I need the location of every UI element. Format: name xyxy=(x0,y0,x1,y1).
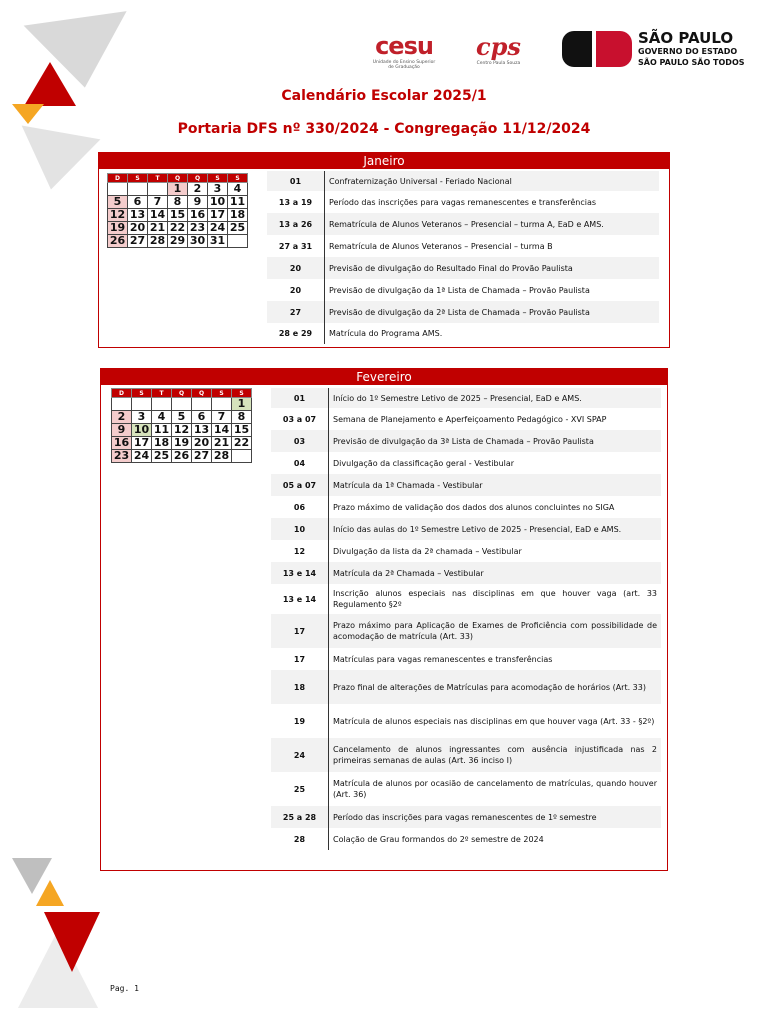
calendar-day: 24 xyxy=(132,450,152,463)
event-description: Confraternização Universal - Feriado Nacional xyxy=(329,176,512,186)
event-description: Matrícula da 1ª Chamada - Vestibular xyxy=(333,480,483,490)
calendar-day xyxy=(192,398,212,411)
calendar-day xyxy=(152,398,172,411)
calendar-day: 11 xyxy=(152,424,172,437)
event-row xyxy=(271,614,661,648)
event-date: 17 xyxy=(271,614,329,648)
event-row xyxy=(271,670,661,704)
calendar-day: 13 xyxy=(128,209,148,222)
event-row xyxy=(271,772,661,806)
decorative-triangle xyxy=(36,880,64,906)
calendar-day: 26 xyxy=(108,235,128,248)
event-description: Inscrição alunos especiais nas disciplinas em que houver vaga (art. 33 Regulamento §2º xyxy=(333,589,657,609)
weekday-header: S xyxy=(212,389,232,398)
calendar-day: 30 xyxy=(188,235,208,248)
event-row xyxy=(271,828,661,850)
calendar-day: 16 xyxy=(188,209,208,222)
calendar-day: 3 xyxy=(208,183,228,196)
event-description: Rematrícula de Alunos Veteranos – Presencial – turma B xyxy=(329,241,553,251)
event-description: Matrícula da 2ª Chamada – Vestibular xyxy=(333,568,484,578)
event-description: Previsão de divulgação da 2ª Lista de Chamada – Provão Paulista xyxy=(329,307,590,317)
calendar-day: 12 xyxy=(172,424,192,437)
weekday-header: Q xyxy=(168,174,188,183)
calendar-day: 25 xyxy=(152,450,172,463)
page-number: Pag. 1 xyxy=(110,984,139,993)
event-description: Previsão de divulgação do Resultado Final do Provão Paulista xyxy=(329,263,573,273)
sp-emblem-icon xyxy=(562,31,632,67)
weekday-header: S xyxy=(128,174,148,183)
calendar-day: 16 xyxy=(112,437,132,450)
calendar-day: 22 xyxy=(168,222,188,235)
calendar-day: 7 xyxy=(212,411,232,424)
event-row xyxy=(271,430,661,452)
event-date: 13 e 14 xyxy=(271,584,329,614)
calendar-day: 20 xyxy=(128,222,148,235)
event-row xyxy=(267,191,659,213)
calendar-day: 2 xyxy=(112,411,132,424)
month-janeiro xyxy=(98,152,670,348)
calendar-day: 14 xyxy=(212,424,232,437)
sp-government-logo xyxy=(562,30,745,68)
weekday-header: S xyxy=(132,389,152,398)
weekday-header: D xyxy=(108,174,128,183)
event-description: Divulgação da lista da 2ª chamada – Vestibular xyxy=(333,546,522,556)
event-date: 13 a 19 xyxy=(267,191,325,213)
event-date: 24 xyxy=(271,738,329,772)
calendar-day: 18 xyxy=(152,437,172,450)
calendar-day: 17 xyxy=(132,437,152,450)
calendar-day: 8 xyxy=(168,196,188,209)
cesu-logo-sub: Unidade do Ensino Superior de Graduação xyxy=(372,60,436,70)
event-date: 25 xyxy=(271,772,329,806)
event-row xyxy=(267,301,659,323)
calendar-day: 6 xyxy=(192,411,212,424)
cps-logo-mark: cps xyxy=(476,32,521,61)
event-row xyxy=(271,584,661,614)
cesu-logo-mark: cesu xyxy=(375,32,433,60)
event-date: 06 xyxy=(271,496,329,518)
event-row xyxy=(267,213,659,235)
event-description: Início do 1º Semestre Letivo de 2025 – Presencial, EaD e AMS. xyxy=(333,393,582,403)
decorative-triangle xyxy=(44,912,100,972)
calendar-day: 21 xyxy=(148,222,168,235)
calendar-day: 26 xyxy=(172,450,192,463)
calendar-day: 28 xyxy=(148,235,168,248)
event-description: Semana de Planejamento e Aperfeiçoamento Pedagógico - XVI SPAP xyxy=(333,414,607,424)
event-description: Previsão de divulgação da 3ª Lista de Chamada – Provão Paulista xyxy=(333,436,594,446)
calendar-day xyxy=(128,183,148,196)
event-date: 25 a 28 xyxy=(271,806,329,828)
event-description: Cancelamento de alunos ingressantes com ausência injustificada nas 2 primeiras semanas de aulas (Art. 36 inciso I) xyxy=(333,745,657,765)
month-header-janeiro: Janeiro xyxy=(99,153,669,169)
calendar-day: 22 xyxy=(232,437,252,450)
calendar-day: 10 xyxy=(132,424,152,437)
calendar-day: 9 xyxy=(188,196,208,209)
event-date: 13 a 26 xyxy=(267,213,325,235)
event-date: 13 e 14 xyxy=(271,562,329,584)
event-row xyxy=(271,452,661,474)
event-description: Divulgação da classificação geral - Vestibular xyxy=(333,458,515,468)
mini-calendar-janeiro xyxy=(107,173,248,248)
events-fevereiro xyxy=(271,388,661,850)
calendar-day xyxy=(108,183,128,196)
calendar-day: 2 xyxy=(188,183,208,196)
event-date: 01 xyxy=(267,171,325,191)
event-date: 27 xyxy=(267,301,325,323)
calendar-day: 19 xyxy=(172,437,192,450)
calendar-day: 3 xyxy=(132,411,152,424)
calendar-day: 25 xyxy=(228,222,248,235)
cesu-logo xyxy=(372,32,436,70)
event-row xyxy=(271,388,661,408)
event-row xyxy=(267,235,659,257)
event-description: Matrícula de alunos por ocasião de cancelamento de matrículas, quando houver (Art. 36) xyxy=(333,779,657,799)
page-subtitle: Portaria DFS nº 330/2024 - Congregação 11/12/2024 xyxy=(177,121,591,137)
event-row xyxy=(271,648,661,670)
event-date: 20 xyxy=(267,279,325,301)
event-row xyxy=(267,257,659,279)
event-date: 01 xyxy=(271,388,329,408)
event-date: 03 a 07 xyxy=(271,408,329,430)
event-row xyxy=(271,704,661,738)
calendar-day xyxy=(148,183,168,196)
calendar-day: 23 xyxy=(112,450,132,463)
event-row xyxy=(271,474,661,496)
event-row xyxy=(267,279,659,301)
weekday-header: D xyxy=(112,389,132,398)
calendar-day xyxy=(232,450,252,463)
event-date: 03 xyxy=(271,430,329,452)
event-description: Previsão de divulgação da 1ª Lista de Chamada – Provão Paulista xyxy=(329,285,590,295)
calendar-day xyxy=(212,398,232,411)
event-date: 20 xyxy=(267,257,325,279)
event-description: Rematrícula de Alunos Veteranos – Presencial – turma A, EaD e AMS. xyxy=(329,219,604,229)
calendar-day: 4 xyxy=(152,411,172,424)
event-description: Matrícula do Programa AMS. xyxy=(329,329,443,338)
calendar-day: 10 xyxy=(208,196,228,209)
events-janeiro xyxy=(267,171,659,344)
calendar-day: 31 xyxy=(208,235,228,248)
calendar-day: 28 xyxy=(212,450,232,463)
calendar-day: 18 xyxy=(228,209,248,222)
event-date: 19 xyxy=(271,704,329,738)
cps-logo xyxy=(476,32,521,66)
calendar-day: 20 xyxy=(192,437,212,450)
weekday-header: S xyxy=(208,174,228,183)
sp-logo-line3: SÃO PAULO SÃO TODOS xyxy=(638,58,745,67)
event-description: Matrícula de alunos especiais nas disciplinas em que houver vaga (Art. 33 - §2º) xyxy=(333,716,655,726)
calendar-day: 29 xyxy=(168,235,188,248)
calendar-day: 15 xyxy=(232,424,252,437)
cps-logo-sub: Centro Paula Souza xyxy=(476,61,521,66)
event-row xyxy=(267,171,659,191)
event-row xyxy=(271,738,661,772)
event-date: 28 e 29 xyxy=(267,323,325,344)
event-row xyxy=(271,496,661,518)
event-description: Colação de Grau formandos do 2º semestre de 2024 xyxy=(333,834,544,844)
calendar-day xyxy=(132,398,152,411)
event-description: Início das aulas do 1º Semestre Letivo de 2025 - Presencial, EaD e AMS. xyxy=(333,524,622,534)
event-row xyxy=(271,806,661,828)
calendar-day: 13 xyxy=(192,424,212,437)
calendar-day: 27 xyxy=(128,235,148,248)
calendar-day xyxy=(228,235,248,248)
calendar-day: 1 xyxy=(232,398,252,411)
calendar-day: 11 xyxy=(228,196,248,209)
event-date: 10 xyxy=(271,518,329,540)
weekday-header: S xyxy=(228,174,248,183)
event-description: Período das inscrições para vagas remanescentes e transferências xyxy=(329,197,597,207)
event-row xyxy=(271,540,661,562)
calendar-day: 21 xyxy=(212,437,232,450)
calendar-day xyxy=(112,398,132,411)
event-description: Prazo final de alterações de Matrículas para acomodação de horários (Art. 33) xyxy=(333,682,646,692)
event-date: 17 xyxy=(271,648,329,670)
event-description: Prazo máximo para Aplicação de Exames de Proficiência com possibilidade de acomodação de matrícula (Art. 33) xyxy=(333,621,657,641)
calendar-day: 4 xyxy=(228,183,248,196)
event-date: 27 a 31 xyxy=(267,235,325,257)
calendar-day: 1 xyxy=(168,183,188,196)
weekday-header: Q xyxy=(188,174,208,183)
event-description: Período das inscrições para vagas remanescentes de 1º semestre xyxy=(333,812,597,822)
calendar-day: 12 xyxy=(108,209,128,222)
mini-calendar-fevereiro xyxy=(111,388,252,463)
event-row xyxy=(271,562,661,584)
event-date: 05 a 07 xyxy=(271,474,329,496)
month-fevereiro xyxy=(100,368,668,871)
sp-logo-line2: GOVERNO DO ESTADO xyxy=(638,47,738,56)
calendar-day: 27 xyxy=(192,450,212,463)
weekday-header: Q xyxy=(192,389,212,398)
calendar-day: 8 xyxy=(232,411,252,424)
calendar-day: 24 xyxy=(208,222,228,235)
calendar-day xyxy=(172,398,192,411)
calendar-day: 23 xyxy=(188,222,208,235)
calendar-day: 6 xyxy=(128,196,148,209)
calendar-day: 5 xyxy=(172,411,192,424)
weekday-header: Q xyxy=(172,389,192,398)
event-row xyxy=(267,323,659,344)
event-row xyxy=(271,518,661,540)
calendar-day: 5 xyxy=(108,196,128,209)
event-date: 28 xyxy=(271,828,329,850)
calendar-day: 7 xyxy=(148,196,168,209)
event-date: 12 xyxy=(271,540,329,562)
event-description: Prazo máximo de validação dos dados dos alunos concluintes no SIGA xyxy=(333,502,615,512)
event-date: 04 xyxy=(271,452,329,474)
calendar-day: 14 xyxy=(148,209,168,222)
page-title: Calendário Escolar 2025/1 xyxy=(281,88,487,104)
sp-logo-line1: SÃO PAULO xyxy=(638,29,734,47)
event-row xyxy=(271,408,661,430)
calendar-day: 15 xyxy=(168,209,188,222)
event-date: 18 xyxy=(271,670,329,704)
event-description: Matrículas para vagas remanescentes e transferências xyxy=(333,654,553,664)
calendar-day: 19 xyxy=(108,222,128,235)
weekday-header: S xyxy=(232,389,252,398)
calendar-day: 17 xyxy=(208,209,228,222)
weekday-header: T xyxy=(148,174,168,183)
weekday-header: T xyxy=(152,389,172,398)
month-header-fevereiro: Fevereiro xyxy=(101,369,667,385)
calendar-day: 9 xyxy=(112,424,132,437)
